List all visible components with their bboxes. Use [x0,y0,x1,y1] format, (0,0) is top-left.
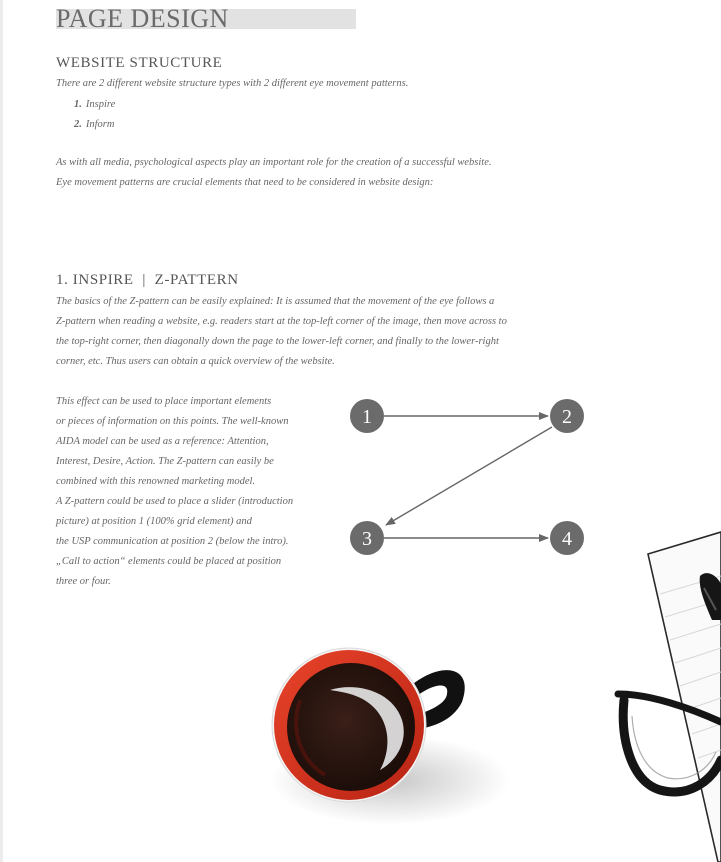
list-label: Inspire [85,99,116,110]
pen [700,573,721,620]
cup-body [272,648,426,802]
paragraph-line: This effect can be used to place important elements [56,396,272,407]
psychology-paragraph [56,153,492,193]
paragraph-line: combined with this renowned marketing model. [56,476,256,487]
page-edge [0,0,3,862]
website-structure-heading: WEBSITE STRUCTURE [56,55,223,71]
pen-body [700,573,721,620]
notebook-line [670,624,721,640]
structure-intro-line: There are 2 different website structure types with 2 different eye movement patterns. [56,78,409,89]
coffee-reflection [330,687,404,770]
notebook [648,532,721,862]
notebook-line [660,576,721,594]
paragraph-line: AIDA model can be used as a reference: Attention, [56,436,269,447]
paragraph-line: „Call to action“ elements could be placed at position [56,556,282,567]
paragraph-line: Eye movement patterns are crucial elements that need to be considered in website design: [56,177,434,188]
paragraph-line: the USP communication at position 2 (below the intro). [56,536,289,547]
glasses-top-bar [618,694,721,722]
z-pattern-diagram [340,390,600,565]
page-title: PAGE DESIGN [56,4,229,33]
structure-type-list [74,95,115,135]
inspire-z-pattern-heading: 1. INSPIRE | Z-PATTERN [56,272,239,288]
paragraph-line: three or four. [56,576,111,587]
paragraph-line: Z-pattern when reading a website, e.g. readers start at the top-left corner of the image, then move across to [56,316,507,327]
node-1-label: 1 [362,406,372,428]
list-item [74,115,115,135]
cup-shadow [270,735,510,825]
coffee-cup [270,648,510,825]
cup-handle [408,670,465,730]
node-3-label: 3 [362,528,372,550]
paragraph-line: The basics of the Z-pattern can be easily explained: It is assumed that the movement of the eye follows a [56,296,495,307]
list-label: Inform [85,119,115,130]
coffee-surface [287,663,415,791]
paragraph-line: or pieces of information on this points. The well-known [56,416,289,427]
structure-intro [56,74,408,94]
notebook-line [692,724,721,734]
pen-clip [704,588,716,610]
notebook-line [680,672,721,686]
cup-rim [274,650,424,800]
z-pattern-paragraph [56,292,507,372]
paragraph-line: A Z-pattern could be used to place a slider (introduction [56,496,294,507]
paragraph-line: Interest, Desire, Action. The Z-pattern can easily be [56,456,274,467]
notebook-line [665,600,721,617]
z-pattern-usage-paragraph [56,392,293,592]
glasses-lens-frame [623,700,721,792]
paragraph-line: picture) at position 1 (100% grid element) and [56,516,252,527]
list-item [74,95,115,115]
glasses-lens [632,716,716,779]
glasses [618,694,721,792]
paragraph-line: the top-right corner, then diagonally down the page to the lower-left corner, and finally to the lower-right [56,336,499,347]
paragraph-line: corner, etc. Thus users can obtain a quick overview of the website. [56,356,335,367]
list-number: 1. [74,99,82,110]
notebook-line [675,648,721,663]
notebook-line [698,750,721,758]
notebook-page [648,532,721,862]
node-2-label: 2 [562,406,572,428]
arrow-2-to-3 [386,427,552,525]
cup-inner-shadow [296,700,325,775]
paragraph-line: As with all media, psychological aspects play an important role for the creation of a successful website. [56,157,492,168]
notebook-line [686,698,721,710]
node-4-label: 4 [562,528,572,550]
list-number: 2. [74,119,82,130]
